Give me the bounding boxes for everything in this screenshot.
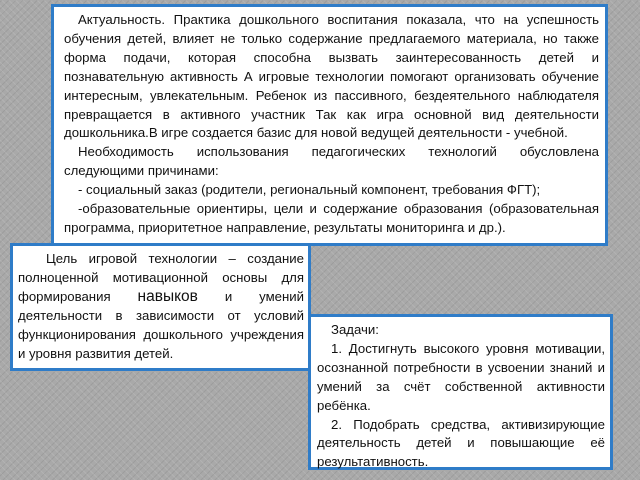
task-item-1: 1. Достигнуть высокого уровня мотивации, осознанной потребности в усвоении знаний и умений за счёт собственной активности ребёнка. bbox=[317, 340, 605, 413]
tasks-text-box bbox=[308, 314, 613, 470]
goal-paragraph bbox=[18, 250, 304, 363]
necessity-paragraph: Необходимость использования педагогических технологий обусловлена следующими причинами: bbox=[64, 144, 599, 179]
goal-text-end: и умений деятельности в зависимости от условий функционирования дошкольного учреждения и уровня развития детей. bbox=[18, 288, 304, 361]
task-item-2: 2. Подобрать средства, активизирующие деятельность детей и повышающие её результативность. bbox=[317, 416, 605, 470]
tasks-heading: Задачи: bbox=[331, 322, 379, 337]
goal-text-box bbox=[10, 243, 311, 371]
goal-text-start: Цель игровой технологии – создание полноценной мотивационной основы для формирования bbox=[18, 251, 304, 304]
reason-educational-guidelines: -образовательные ориентиры, цели и содержание образования (образовательная программа, приоритетное направление, результаты мониторинга и др.). bbox=[64, 201, 599, 235]
reason-social-order: - социальный заказ (родители, региональный компонент, требования ФГТ); bbox=[78, 182, 541, 198]
goal-emphasized-word: навыков bbox=[137, 287, 198, 305]
relevance-paragraph: Актуальность. Практика дошкольного воспитания показала, что на успешность обучения детей, влияет не только содержание предлагаемого материала, но также форма подачи, которая способна вызвать заинтересованность детей и познавательную активность А игровые технологии помогают организовать обучение интересным, увлекательным. Ребенок из пассивного, бездеятельного наблюдателя превращается в активного участник Так как игра основной вид деятельности дошкольника.В игре создается базис для новой ведущей деятельности - учебной. bbox=[64, 12, 599, 141]
relevance-text-box bbox=[51, 4, 608, 246]
